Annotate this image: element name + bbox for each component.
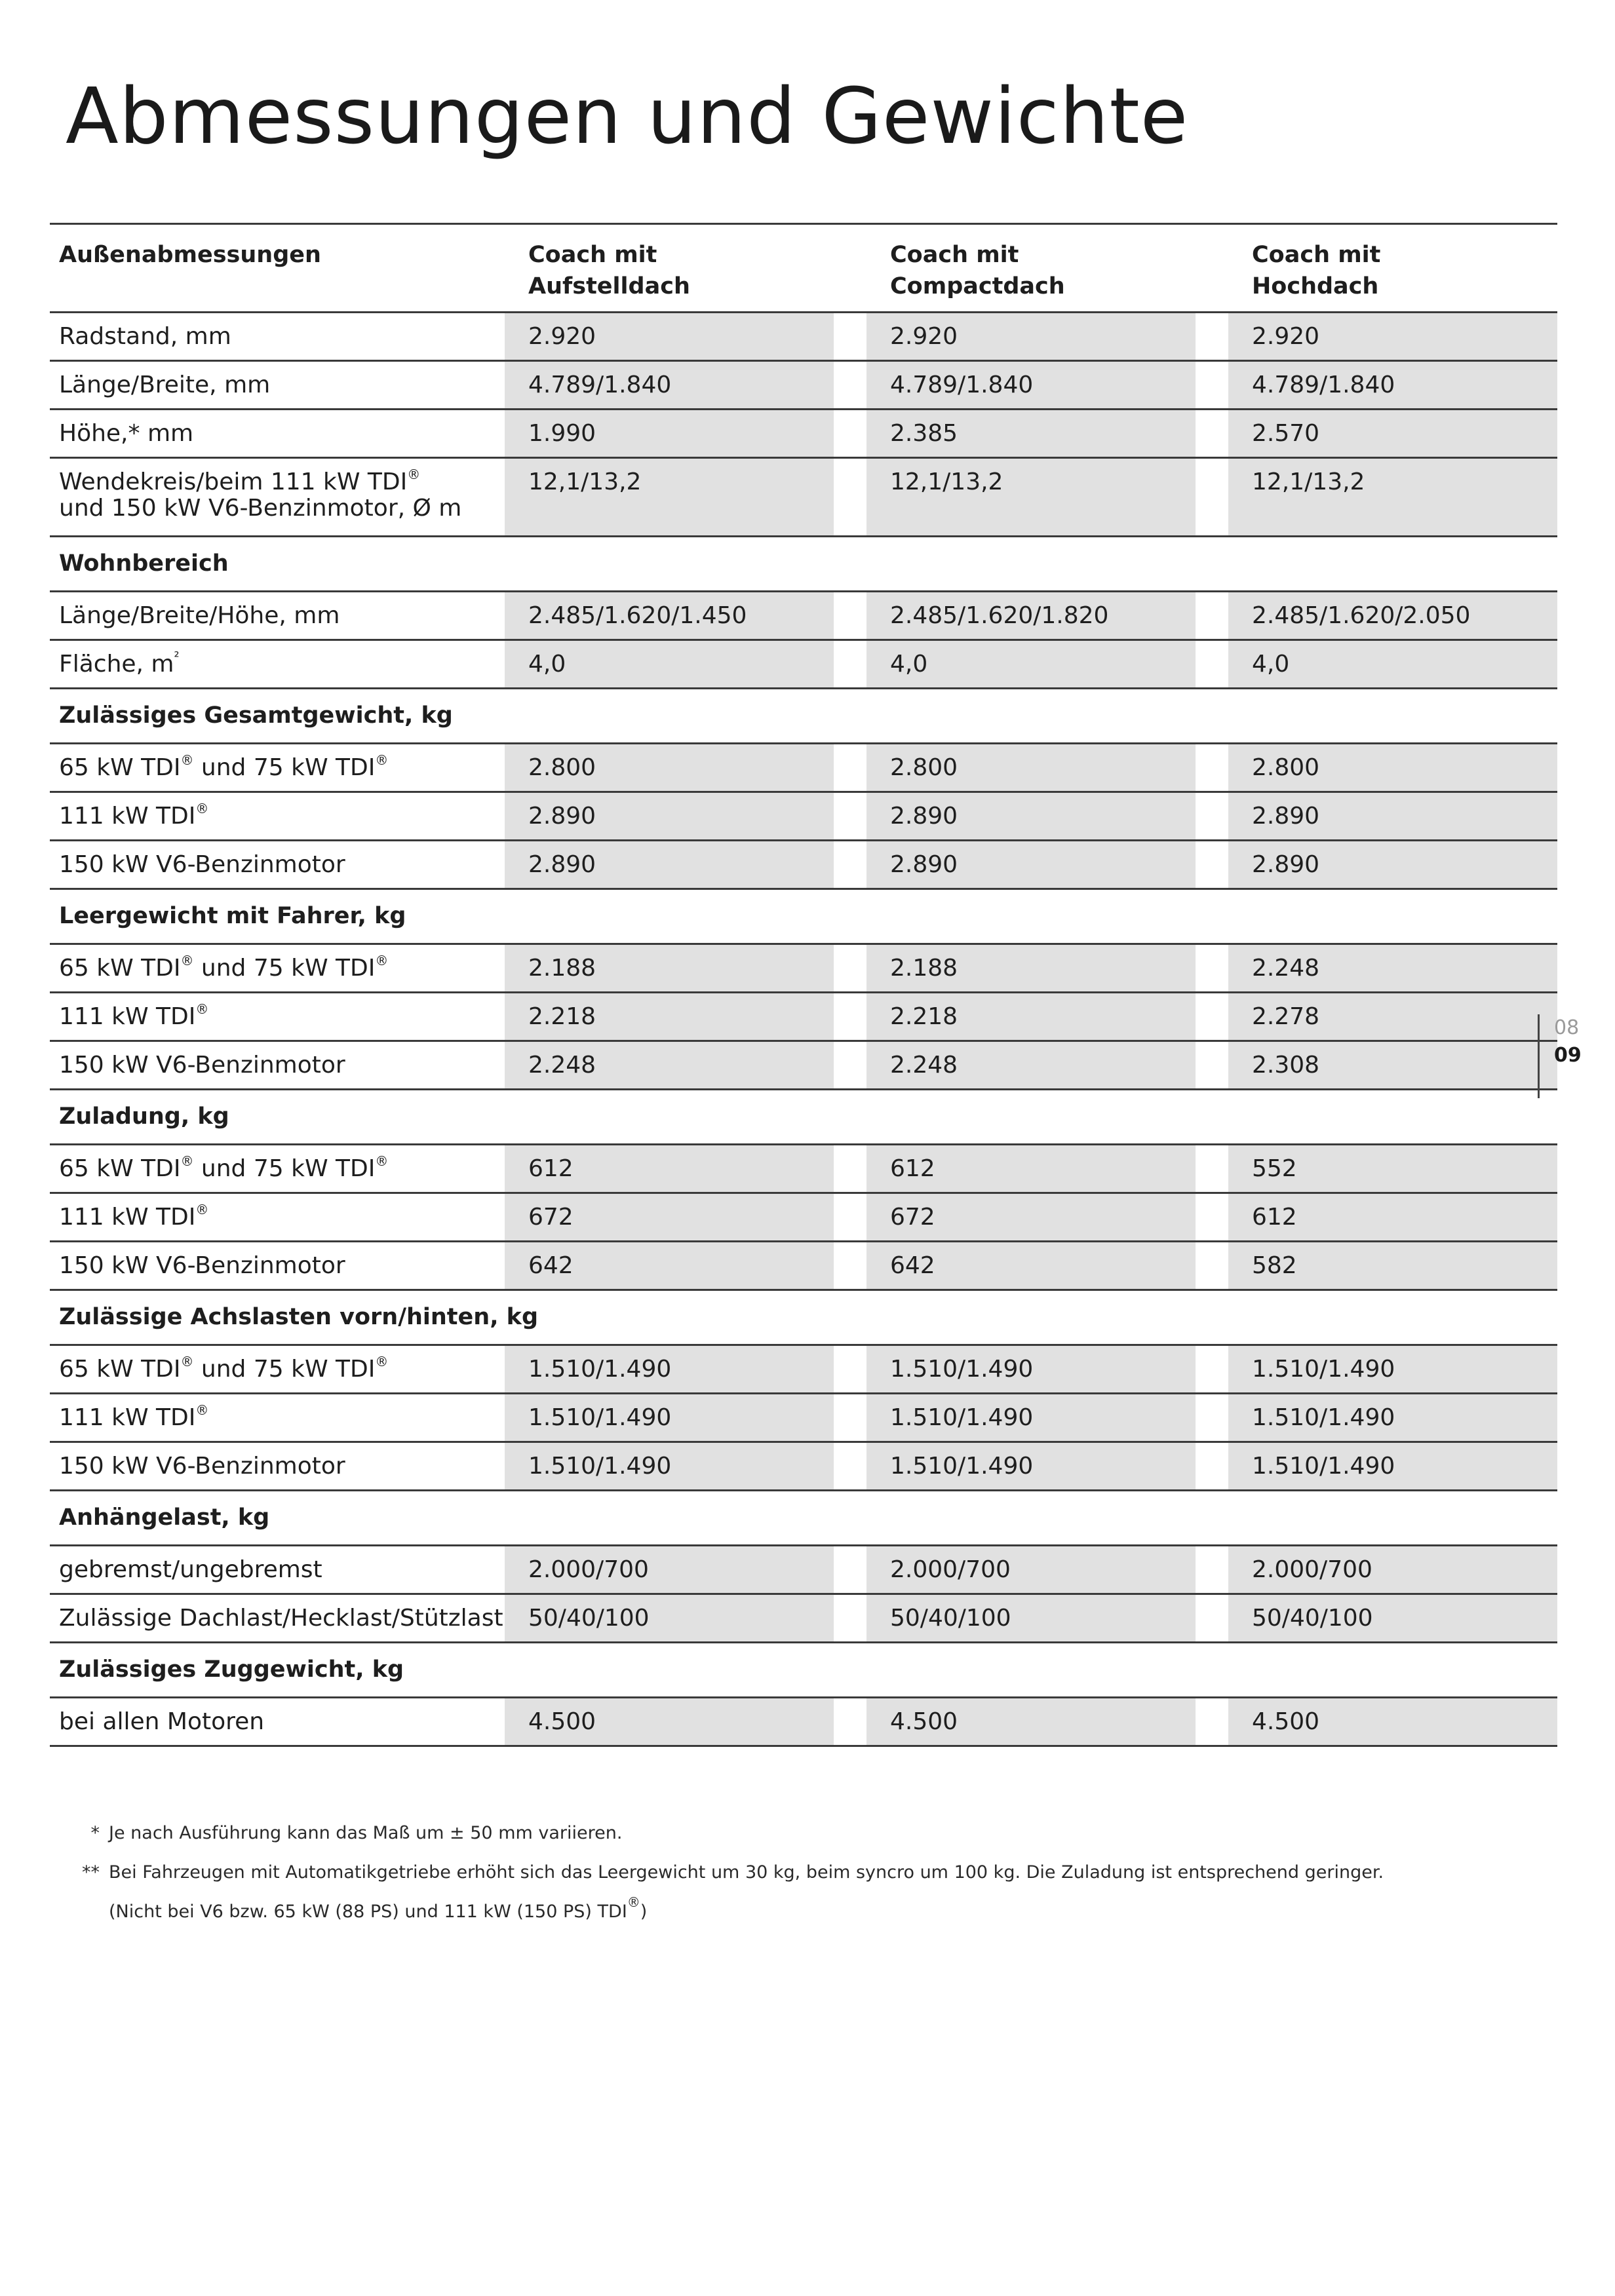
column-gap [1196, 1443, 1228, 1491]
value-cell: 2.188 [505, 945, 834, 993]
column-gap [834, 945, 866, 993]
value-cell: 1.510/1.490 [1228, 1443, 1557, 1491]
table-row [50, 1394, 1557, 1443]
row-label [50, 1394, 505, 1443]
column-gap [834, 744, 866, 793]
value-cell: 4,0 [505, 641, 834, 689]
value-cell: 2.188 [866, 945, 1196, 993]
row-label [50, 1546, 505, 1595]
value-cell: 1.510/1.490 [505, 1394, 834, 1443]
value-cell: 2.920 [1228, 313, 1557, 362]
section-header-row [50, 1643, 1557, 1698]
column-gap [834, 1443, 866, 1491]
value-cell: 642 [866, 1242, 1196, 1291]
value-cell: 2.800 [505, 744, 834, 793]
value-cell: 2.000/700 [866, 1546, 1196, 1595]
column-gap [834, 313, 866, 362]
value-cell: 2.248 [866, 1042, 1196, 1090]
column-gap [1196, 362, 1228, 410]
value-cell: 642 [505, 1242, 834, 1291]
row-label [50, 592, 505, 641]
row-label [50, 410, 505, 459]
row-label [50, 1145, 505, 1194]
table-row [50, 1698, 1557, 1747]
value-cell: 2.890 [1228, 793, 1557, 841]
column-gap [834, 459, 866, 537]
row-label-text: 111 kW TDI® [59, 801, 209, 830]
value-cell: 2.248 [505, 1042, 834, 1090]
value-cell: 2.570 [1228, 410, 1557, 459]
value-cell: 2.000/700 [505, 1546, 834, 1595]
value-cell: 4.500 [866, 1698, 1196, 1747]
value-cell: 672 [866, 1194, 1196, 1242]
column-gap [1196, 410, 1228, 459]
row-label [50, 1042, 505, 1090]
table-row [50, 945, 1557, 993]
column-gap [1196, 945, 1228, 993]
table-row [50, 1546, 1557, 1595]
column-gap [1196, 1394, 1228, 1443]
value-cell: 4.789/1.840 [505, 362, 834, 410]
value-cell: 2.218 [505, 993, 834, 1042]
row-label-text: 65 kW TDI® und 75 kW TDI® [59, 752, 389, 781]
column-gap [834, 1346, 866, 1394]
value-cell: 2.278 [1228, 993, 1557, 1042]
value-cell: 2.000/700 [1228, 1546, 1557, 1595]
page-number-indicator [1538, 1014, 1582, 1098]
column-gap [1196, 1242, 1228, 1291]
value-cell: 2.890 [866, 841, 1196, 890]
row-label-text: Radstand, mm [59, 323, 231, 350]
section-header-row [50, 1090, 1557, 1145]
header-gap [834, 223, 866, 313]
column-gap [1196, 744, 1228, 793]
value-cell: 4.500 [1228, 1698, 1557, 1747]
value-cell: 1.990 [505, 410, 834, 459]
value-cell: 2.800 [866, 744, 1196, 793]
footnote [66, 1814, 1442, 1853]
table-row [50, 1194, 1557, 1242]
table-row [50, 641, 1557, 689]
column-gap [834, 592, 866, 641]
row-label-text: 150 kW V6-Benzinmotor [59, 851, 345, 878]
row-label [50, 841, 505, 890]
section-header-row [50, 1491, 1557, 1546]
value-cell: 12,1/13,2 [1228, 459, 1557, 537]
column-gap [834, 1698, 866, 1747]
table-body [50, 313, 1557, 1747]
row-label [50, 993, 505, 1042]
value-cell: 50/40/100 [866, 1595, 1196, 1643]
row-label-text: Fläche, $m^{^2}$ [59, 649, 180, 678]
value-cell: 2.485/1.620/1.820 [866, 592, 1196, 641]
row-label [50, 793, 505, 841]
row-label [50, 641, 505, 689]
dimensions-weights-table [50, 223, 1557, 1747]
row-label-text: Länge/Breite, mm [59, 372, 271, 398]
spec-table-container [50, 223, 1471, 1747]
footnote-mark [66, 1892, 109, 1932]
header-gap [1196, 223, 1228, 313]
column-gap [834, 410, 866, 459]
column-gap [1196, 1194, 1228, 1242]
row-label [50, 1242, 505, 1291]
column-gap [1196, 1546, 1228, 1595]
column-gap [834, 1546, 866, 1595]
row-label [50, 945, 505, 993]
row-label-text: Länge/Breite/Höhe, mm [59, 602, 340, 629]
value-cell: 1.510/1.490 [505, 1346, 834, 1394]
footnote-text: (Nicht bei V6 bzw. 65 kW (88 PS) und 111 kW (150 PS) TDI®) [109, 1894, 648, 1922]
column-gap [834, 1145, 866, 1194]
table-row [50, 744, 1557, 793]
value-cell: 612 [505, 1145, 834, 1194]
column-gap [1196, 313, 1228, 362]
row-label-text: Höhe,* mm [59, 420, 194, 447]
column-gap [834, 793, 866, 841]
row-label [50, 1443, 505, 1491]
section-title: Leergewicht mit Fahrer, kg [50, 890, 1557, 945]
value-cell: 1.510/1.490 [866, 1443, 1196, 1491]
row-label-text: 65 kW TDI® und 75 kW TDI® [59, 953, 389, 982]
footnote-text: Je nach Ausführung kann das Maß um ± 50 mm variieren. [109, 1823, 623, 1843]
previous-page-number: 08 [1554, 1016, 1580, 1039]
section-title: Zulässiges Zuggewicht, kg [50, 1643, 1557, 1698]
value-cell: 50/40/100 [505, 1595, 834, 1643]
section-header-row [50, 537, 1557, 592]
row-label [50, 1698, 505, 1747]
row-label-text: bei allen Motoren [59, 1708, 265, 1735]
value-cell: 1.510/1.490 [505, 1443, 834, 1491]
table-row [50, 1595, 1557, 1643]
row-label-text: 150 kW V6-Benzinmotor [59, 1052, 345, 1079]
value-cell: 50/40/100 [1228, 1595, 1557, 1643]
row-label-text: 150 kW V6-Benzinmotor [59, 1252, 345, 1279]
section-title: Zulässiges Gesamtgewicht, kg [50, 689, 1557, 744]
table-row [50, 793, 1557, 841]
header-label: Außenabmessungen [50, 223, 505, 313]
footnote [66, 1853, 1442, 1892]
row-label [50, 459, 505, 537]
table-row [50, 1443, 1557, 1491]
footnote-mark: * [90, 1823, 100, 1843]
value-cell: 2.385 [866, 410, 1196, 459]
table-row [50, 362, 1557, 410]
section-title: Wohnbereich [50, 537, 1557, 592]
value-cell: 2.218 [866, 993, 1196, 1042]
row-label-text: 111 kW TDI® [59, 1001, 209, 1030]
footnotes [66, 1814, 1442, 1932]
header-col-compactdach: Coach mit Compactdach [866, 223, 1196, 313]
value-cell: 12,1/13,2 [505, 459, 834, 537]
header-col-hochdach: Coach mit Hochdach [1228, 223, 1557, 313]
column-gap [834, 1242, 866, 1291]
column-gap [1196, 793, 1228, 841]
row-label [50, 313, 505, 362]
table-row [50, 592, 1557, 641]
row-label-text: 150 kW V6-Benzinmotor [59, 1453, 345, 1480]
row-label-text: 111 kW TDI® [59, 1202, 209, 1231]
value-cell: 4,0 [866, 641, 1196, 689]
row-label [50, 1346, 505, 1394]
section-header-row [50, 890, 1557, 945]
current-page-number: 09 [1554, 1044, 1582, 1067]
table-header-row [50, 223, 1557, 313]
value-cell: 2.485/1.620/1.450 [505, 592, 834, 641]
value-cell: 12,1/13,2 [866, 459, 1196, 537]
table-row [50, 1242, 1557, 1291]
column-gap [1196, 1145, 1228, 1194]
column-gap [834, 841, 866, 890]
value-cell: 552 [1228, 1145, 1557, 1194]
value-cell: 2.890 [1228, 841, 1557, 890]
value-cell: 672 [505, 1194, 834, 1242]
table-row [50, 993, 1557, 1042]
column-gap [834, 1194, 866, 1242]
table-row [50, 1042, 1557, 1090]
column-gap [1196, 1698, 1228, 1747]
value-cell: 4.789/1.840 [866, 362, 1196, 410]
column-gap [1196, 993, 1228, 1042]
row-label-text: 65 kW TDI® und 75 kW TDI® [59, 1354, 389, 1383]
value-cell: 1.510/1.490 [1228, 1394, 1557, 1443]
value-cell: 1.510/1.490 [866, 1394, 1196, 1443]
footnote [66, 1892, 1442, 1932]
column-gap [834, 362, 866, 410]
page-title: Abmessungen und Gewichte [66, 71, 1189, 161]
section-header-row [50, 689, 1557, 744]
column-gap [1196, 641, 1228, 689]
value-cell: 4,0 [1228, 641, 1557, 689]
table-row [50, 1346, 1557, 1394]
row-label-text: 111 kW TDI® [59, 1402, 209, 1431]
column-gap [834, 993, 866, 1042]
section-title: Zuladung, kg [50, 1090, 1557, 1145]
value-cell: 4.789/1.840 [1228, 362, 1557, 410]
header-col-aufstelldach: Coach mit Aufstelldach [505, 223, 834, 313]
table-row [50, 313, 1557, 362]
column-gap [834, 641, 866, 689]
value-cell: 2.890 [505, 793, 834, 841]
column-gap [1196, 1042, 1228, 1090]
value-cell: 1.510/1.490 [866, 1346, 1196, 1394]
value-cell: 2.800 [1228, 744, 1557, 793]
column-gap [1196, 459, 1228, 537]
value-cell: 4.500 [505, 1698, 834, 1747]
column-gap [1196, 592, 1228, 641]
value-cell: 612 [1228, 1194, 1557, 1242]
value-cell: 2.890 [866, 793, 1196, 841]
row-label-text: gebremst/ungebremst [59, 1556, 322, 1583]
value-cell: 2.308 [1228, 1042, 1557, 1090]
value-cell: 612 [866, 1145, 1196, 1194]
row-label [50, 1194, 505, 1242]
column-gap [1196, 841, 1228, 890]
section-title: Zulässige Achslasten vorn/hinten, kg [50, 1291, 1557, 1346]
footnote-mark: ** [82, 1862, 100, 1883]
table-row [50, 841, 1557, 890]
row-label [50, 362, 505, 410]
value-cell: 2.920 [505, 313, 834, 362]
table-row [50, 1145, 1557, 1194]
value-cell: 2.248 [1228, 945, 1557, 993]
row-label [50, 744, 505, 793]
column-gap [834, 1595, 866, 1643]
value-cell: 2.485/1.620/2.050 [1228, 592, 1557, 641]
value-cell: 2.890 [505, 841, 834, 890]
section-title: Anhängelast, kg [50, 1491, 1557, 1546]
row-label-text: Zulässige Dachlast/Hecklast/Stützlast [59, 1605, 503, 1632]
footnote-text: Bei Fahrzeugen mit Automatikgetriebe erhöht sich das Leergewicht um 30 kg, beim syncro um 100 kg. Die Zuladung ist entsprechend geringer. [109, 1862, 1384, 1883]
section-header-row [50, 1291, 1557, 1346]
row-label-text: und 150 kW V6-Benzinmotor, Ø m [59, 495, 462, 522]
column-gap [834, 1042, 866, 1090]
row-label [50, 1595, 505, 1643]
column-gap [1196, 1595, 1228, 1643]
table-row [50, 459, 1557, 537]
table-row [50, 410, 1557, 459]
column-gap [1196, 1346, 1228, 1394]
value-cell: 582 [1228, 1242, 1557, 1291]
value-cell: 1.510/1.490 [1228, 1346, 1557, 1394]
value-cell: 2.920 [866, 313, 1196, 362]
row-label-text: Wendekreis/beim 111 kW TDI® [59, 467, 421, 495]
row-label-text: 65 kW TDI® und 75 kW TDI® [59, 1153, 389, 1182]
column-gap [834, 1394, 866, 1443]
